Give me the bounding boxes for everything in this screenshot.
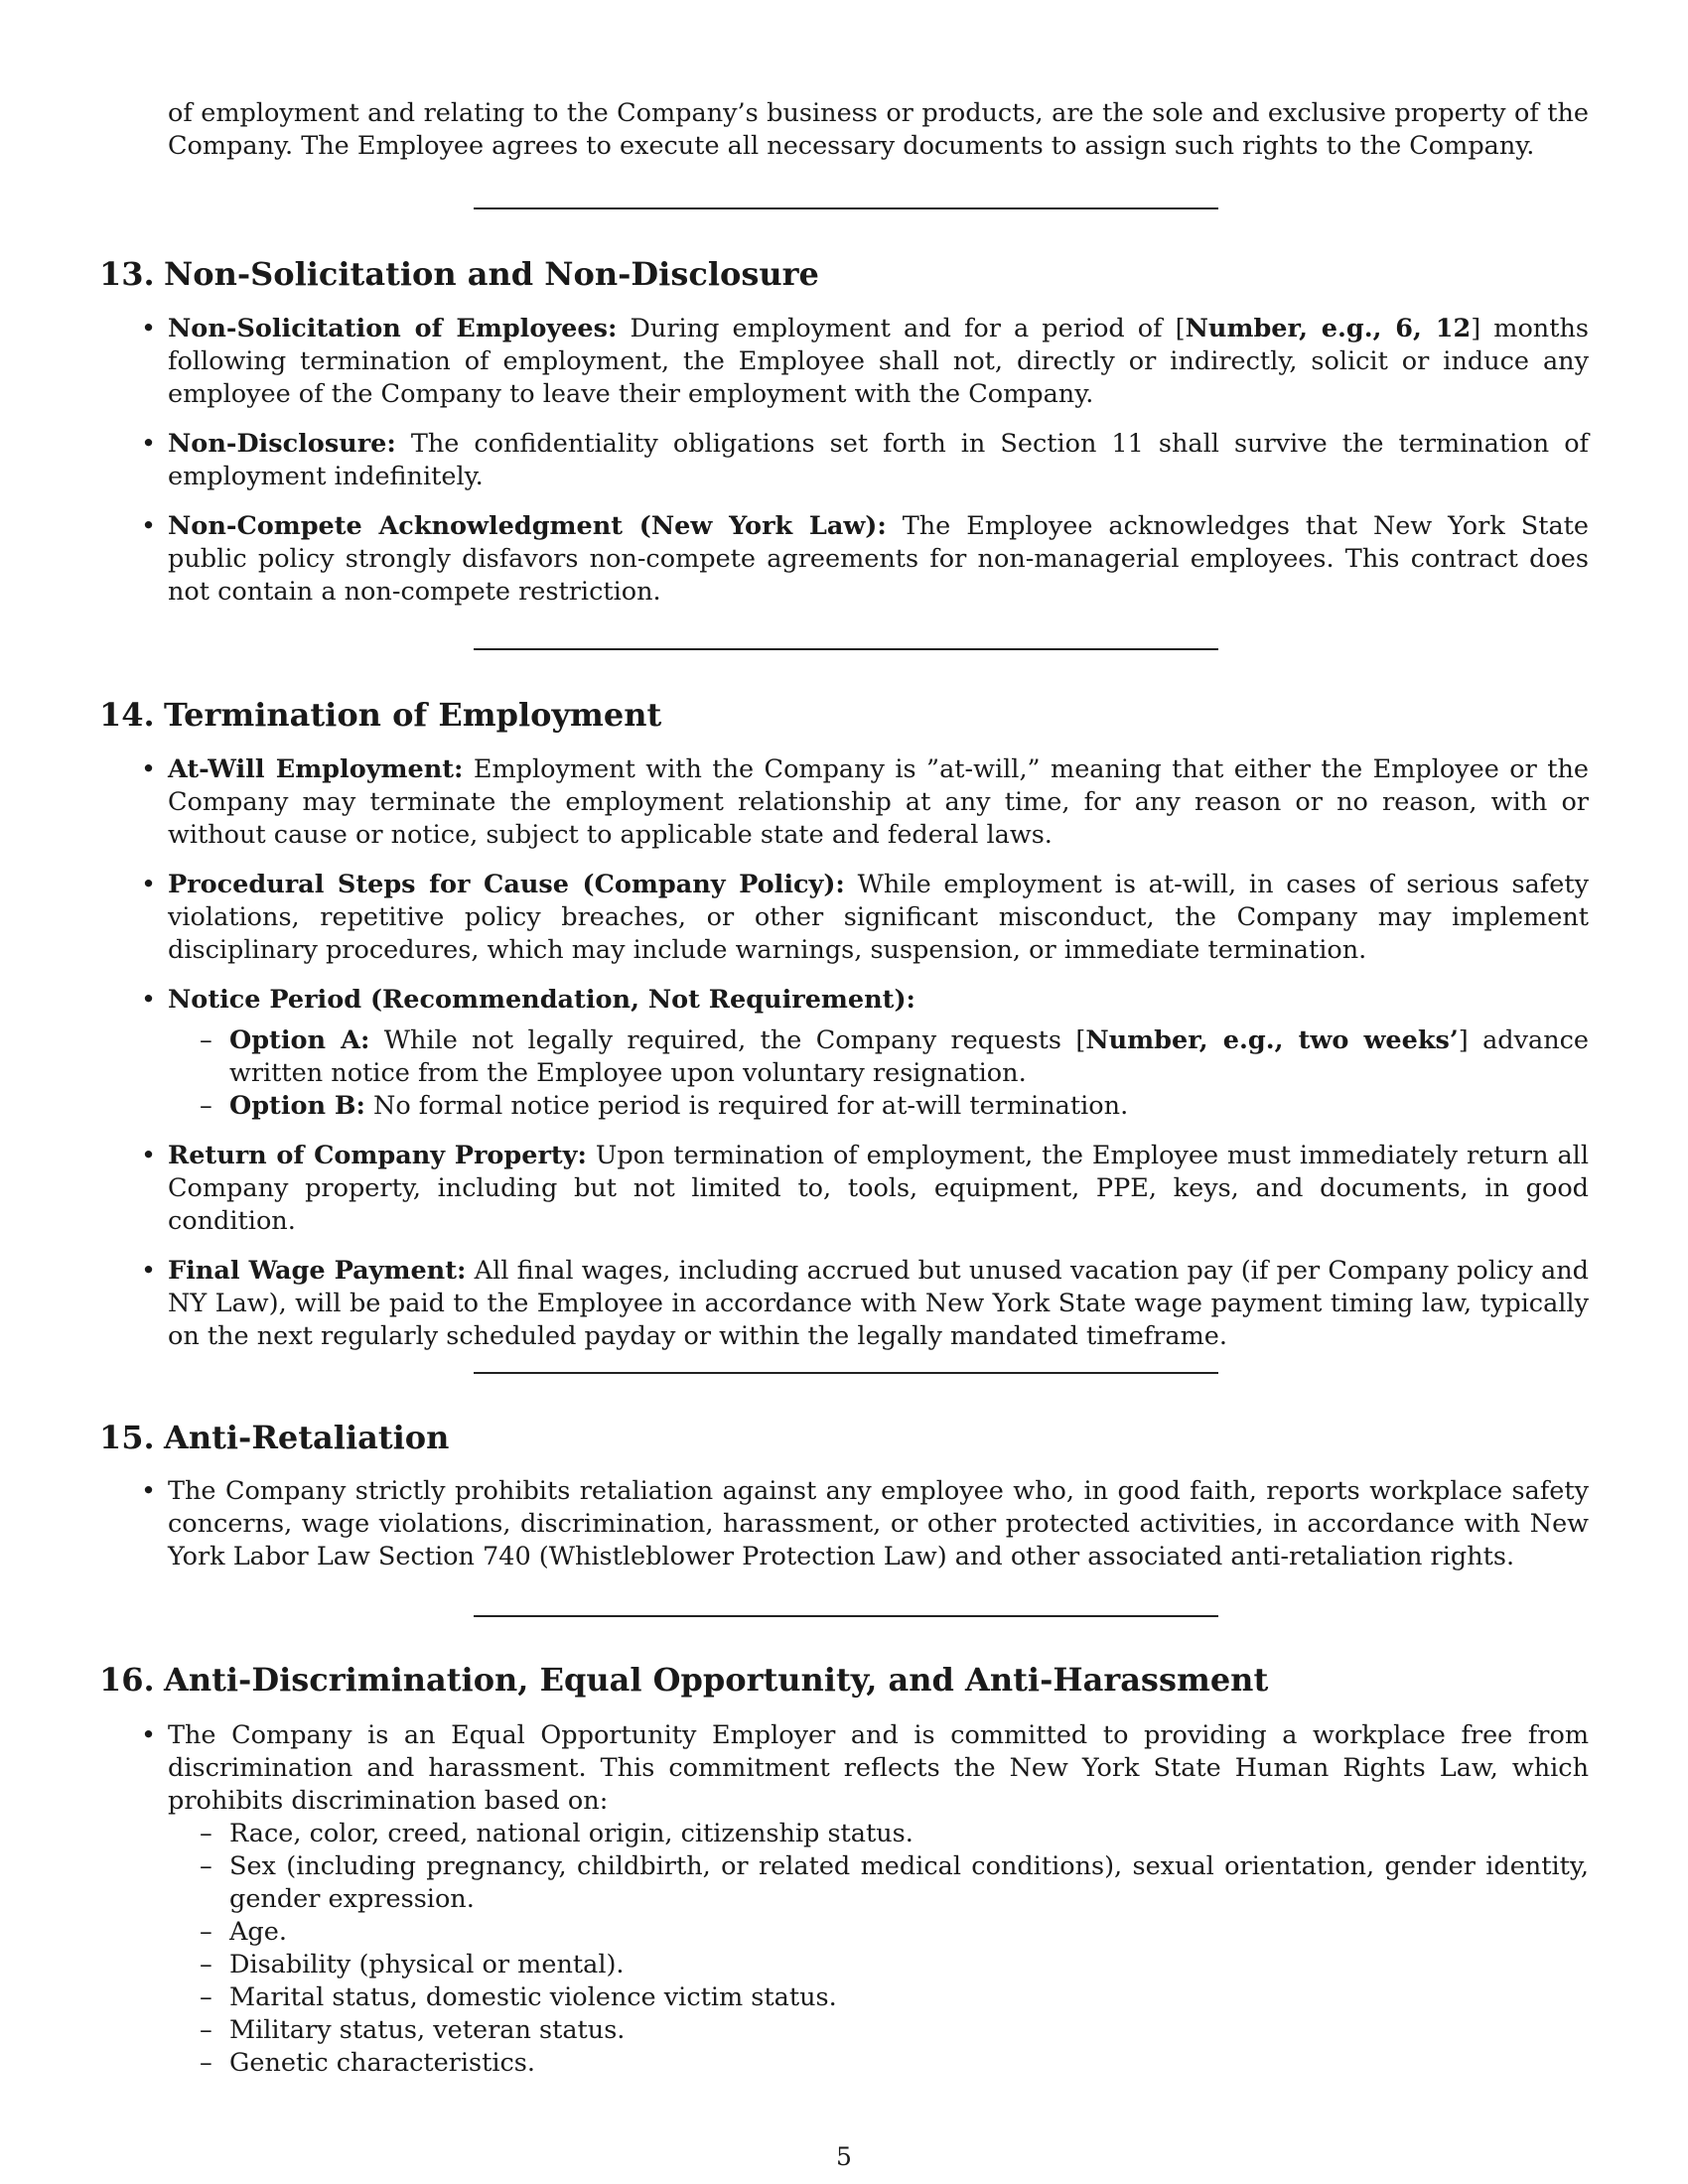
item-text: The Employee acknowledges that New York State public policy strongly disfavors non-compete agreements for non-managerial employees. This contract does not contain a non-compete restriction. (168, 511, 1589, 607)
section-number: 15. (99, 1419, 155, 1456)
list-item (168, 753, 1589, 852)
list-item (168, 1255, 1589, 1353)
section-15-list (168, 1475, 1589, 1590)
section-title: Anti-Retaliation (164, 1419, 450, 1456)
item-label: Procedural Steps for Cause (Company Policy): (168, 870, 845, 899)
list-item: • The Company strictly prohibits retaliation against any employee who, in good faith, reports workplace safety concerns, wage violations, discrimination, harassment, or other protected activities, in accordance with New York Labor Law Section 740 (Whistleblower Protection Law) and other associated anti-retaliation rights. (168, 1475, 1589, 1573)
item-text: The confidentiality obligations set forth in Section 11 shall survive the termination of employment indefinitely. (168, 429, 1589, 491)
section-divider (474, 648, 1218, 650)
sub-list-item (229, 1024, 1589, 1090)
item-label: Notice Period (Recommendation, Not Requirement): (168, 985, 915, 1015)
item-label: Non-Compete Acknowledgment (New York Law): (168, 511, 887, 541)
section-heading-15 (99, 1418, 449, 1457)
sub-list-item: – Age. (229, 1916, 1589, 1949)
item-label: Non-Disclosure: (168, 429, 396, 459)
option-label: Option B: (229, 1091, 365, 1121)
section-divider (474, 207, 1218, 209)
section-number: 14. (99, 696, 155, 734)
section-divider (474, 1615, 1218, 1617)
list-item (168, 428, 1589, 493)
list-item (168, 313, 1589, 411)
sub-list-item: – Genetic characteristics. (229, 2047, 1589, 2080)
item-label: Return of Company Property: (168, 1141, 587, 1170)
item-label: Non-Solicitation of Employees: (168, 314, 618, 343)
item-text: While employment is at-will, in cases of serious safety violations, repetitive policy breaches, or other significant misconduct, the Company may implement disciplinary procedures, which may include warnings, suspension, or immediate termination. (168, 870, 1589, 965)
section-number: 13. (99, 255, 155, 293)
item-text: All final wages, including accrued but unused vacation pay (if per Company policy and NY Law), will be paid to the Employee in accordance with New York State wage payment timing law, typically on the next regularly scheduled payday or within the legally mandated timeframe. (168, 1256, 1589, 1351)
section-13-list (168, 313, 1589, 625)
placeholder-field: Number, e.g., 6, 12 (1185, 314, 1472, 343)
sub-list-item: – Marital status, domestic violence victim status. (229, 1981, 1589, 2014)
section-heading-13 (99, 254, 819, 294)
section-number: 16. (99, 1661, 155, 1699)
sub-list-item: – Race, color, creed, national origin, citizenship status. (229, 1818, 1589, 1850)
page-number: 5 (836, 2142, 852, 2171)
protected-classes-list (168, 1818, 1589, 2080)
placeholder-field: Number, e.g., two weeks’ (1085, 1025, 1459, 1055)
section-title: Termination of Employment (164, 696, 662, 734)
item-text: ] advance written notice from the Employee upon voluntary resignation. (229, 1025, 1589, 1088)
section-heading-16 (99, 1660, 1268, 1700)
item-text: No formal notice period is required for at-will termination. (364, 1091, 1129, 1121)
section-title: Non-Solicitation and Non-Disclosure (164, 255, 819, 293)
item-label: Final Wage Payment: (168, 1256, 467, 1286)
list-item (168, 510, 1589, 609)
list-item (168, 869, 1589, 967)
item-text: ] months following termination of employment, the Employee shall not, directly or indirectly, solicit or induce any employee of the Company to leave their employment with the Company. (168, 314, 1589, 409)
item-text: The Company is an Equal Opportunity Employer and is committed to providing a workplace free from discrimination and harassment. This commitment reflects the New York State Human Rights Law, which prohibits discrimination based on: (168, 1720, 1589, 1816)
sub-list-item (229, 1090, 1589, 1123)
section-16-list (168, 1719, 1589, 2097)
item-text: Employment with the Company is ”at-will,” meaning that either the Employee or the Company may terminate the employment relationship at any time, for any reason or no reason, with or without cause or notice, subject to applicable state and federal laws. (168, 754, 1589, 850)
sub-list-item: – Sex (including pregnancy, childbirth, or related medical conditions), sexual orientation, gender identity, gender expression. (229, 1850, 1589, 1916)
section-14-list (168, 753, 1589, 1370)
item-text: During employment and for a period of [ (617, 314, 1186, 343)
option-label: Option A: (229, 1025, 370, 1055)
item-label: At-Will Employment: (168, 754, 464, 784)
sub-list-item: – Military status, veteran status. (229, 2014, 1589, 2047)
list-item (168, 984, 1589, 1123)
section-heading-14 (99, 695, 661, 735)
sub-list-item: – Disability (physical or mental). (229, 1949, 1589, 1981)
carryover-paragraph: of employment and relating to the Company’s business or products, are the sole and exclusive property of the Company. The Employee agrees to execute all necessary documents to assign such rights to the Company. (168, 98, 1589, 161)
item-text: While not legally required, the Company requests [ (369, 1025, 1086, 1055)
section-divider (474, 1372, 1218, 1374)
item-text: Upon termination of employment, the Employee must immediately return all Company property, including but not limited to, tools, equipment, PPE, keys, and documents, in good condition. (168, 1141, 1589, 1236)
list-item (168, 1719, 1589, 2080)
notice-options-list (168, 1024, 1589, 1123)
section-title: Anti-Discrimination, Equal Opportunity, and Anti-Harassment (164, 1661, 1269, 1699)
list-item (168, 1140, 1589, 1238)
